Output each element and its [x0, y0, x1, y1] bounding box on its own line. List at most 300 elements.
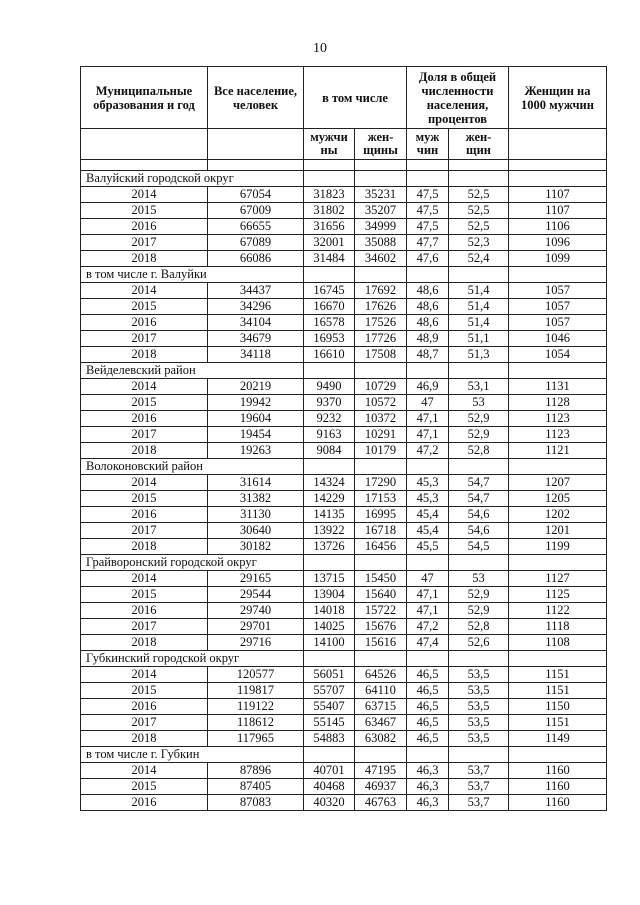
subheader-men: мужчи ны: [304, 129, 355, 160]
table-row: [81, 603, 607, 619]
table-row: [81, 731, 607, 747]
page-number: 10: [313, 41, 327, 56]
group-empty-cell: [355, 267, 407, 283]
group-title: Грайворонский городской округ: [81, 555, 304, 571]
table-row: [81, 443, 607, 459]
cell-year: 2018: [81, 635, 208, 651]
cell-women: 64526: [355, 667, 407, 683]
cell-men: 14100: [304, 635, 355, 651]
cell-year: 2014: [81, 571, 208, 587]
cell-total: 119122: [208, 699, 304, 715]
cell-total: 34296: [208, 299, 304, 315]
group-empty-cell: [509, 651, 607, 667]
cell-share-men: 47,7: [407, 235, 449, 251]
cell-women-per-1000: 1123: [509, 427, 607, 443]
cell-share-men: 47: [407, 571, 449, 587]
cell-share-men: 46,5: [407, 699, 449, 715]
cell-women: 10179: [355, 443, 407, 459]
cell-women: 17726: [355, 331, 407, 347]
cell-share-women: 52,8: [449, 443, 509, 459]
cell-year: 2015: [81, 203, 208, 219]
group-empty-cell: [407, 363, 449, 379]
group-empty-cell: [355, 363, 407, 379]
table-row: [81, 203, 607, 219]
group-empty-cell: [304, 267, 355, 283]
cell-share-men: 45,4: [407, 507, 449, 523]
table-row: [81, 507, 607, 523]
table-row: [81, 619, 607, 635]
spacer-cell: [355, 160, 407, 171]
group-empty-cell: [407, 555, 449, 571]
cell-women-per-1000: 1151: [509, 667, 607, 683]
table-row: [81, 251, 607, 267]
cell-women: 63715: [355, 699, 407, 715]
cell-women: 10291: [355, 427, 407, 443]
cell-women: 63082: [355, 731, 407, 747]
cell-men: 16953: [304, 331, 355, 347]
cell-women: 15640: [355, 587, 407, 603]
cell-share-women: 52,5: [449, 187, 509, 203]
cell-share-women: 51,4: [449, 315, 509, 331]
cell-share-women: 52,9: [449, 587, 509, 603]
cell-women-per-1000: 1108: [509, 635, 607, 651]
cell-year: 2015: [81, 299, 208, 315]
cell-women-per-1000: 1160: [509, 763, 607, 779]
cell-women-per-1000: 1128: [509, 395, 607, 411]
cell-total: 67054: [208, 187, 304, 203]
group-empty-cell: [449, 267, 509, 283]
group-empty-cell: [304, 555, 355, 571]
cell-men: 40320: [304, 795, 355, 811]
cell-total: 29165: [208, 571, 304, 587]
header-row: [81, 67, 607, 129]
cell-year: 2014: [81, 379, 208, 395]
cell-men: 14229: [304, 491, 355, 507]
cell-women: 34602: [355, 251, 407, 267]
table-row: [81, 587, 607, 603]
cell-men: 16745: [304, 283, 355, 299]
header-including: в том числе: [304, 67, 407, 129]
table-row: [81, 475, 607, 491]
group-row: [81, 747, 607, 763]
cell-total: 34679: [208, 331, 304, 347]
cell-women-per-1000: 1202: [509, 507, 607, 523]
cell-men: 9084: [304, 443, 355, 459]
subheader-share-men: муж чин: [407, 129, 449, 160]
group-empty-cell: [449, 651, 509, 667]
cell-share-men: 48,9: [407, 331, 449, 347]
header-women-per-1000: Женщин на 1000 мужчин: [509, 67, 607, 129]
table-row: [81, 299, 607, 315]
cell-women: 15450: [355, 571, 407, 587]
cell-women: 63467: [355, 715, 407, 731]
cell-total: 117965: [208, 731, 304, 747]
cell-women-per-1000: 1151: [509, 715, 607, 731]
group-empty-cell: [355, 651, 407, 667]
cell-women: 16456: [355, 539, 407, 555]
cell-men: 14018: [304, 603, 355, 619]
table-row: [81, 219, 607, 235]
cell-share-men: 48,6: [407, 315, 449, 331]
cell-women: 35088: [355, 235, 407, 251]
cell-share-women: 51,4: [449, 299, 509, 315]
cell-share-men: 47,5: [407, 219, 449, 235]
table-row: [81, 411, 607, 427]
subheader-empty: [81, 129, 208, 160]
table-row: [81, 635, 607, 651]
cell-year: 2018: [81, 443, 208, 459]
cell-women: 17508: [355, 347, 407, 363]
cell-men: 13715: [304, 571, 355, 587]
cell-year: 2016: [81, 795, 208, 811]
cell-year: 2015: [81, 395, 208, 411]
cell-men: 14135: [304, 507, 355, 523]
cell-year: 2018: [81, 251, 208, 267]
cell-women: 34999: [355, 219, 407, 235]
cell-share-women: 52,9: [449, 603, 509, 619]
group-empty-cell: [509, 363, 607, 379]
cell-women: 10729: [355, 379, 407, 395]
cell-women-per-1000: 1205: [509, 491, 607, 507]
cell-men: 55407: [304, 699, 355, 715]
group-empty-cell: [509, 555, 607, 571]
group-empty-cell: [304, 747, 355, 763]
cell-year: 2016: [81, 219, 208, 235]
cell-share-women: 52,9: [449, 427, 509, 443]
table-row: [81, 667, 607, 683]
cell-total: 119817: [208, 683, 304, 699]
cell-share-women: 53,7: [449, 779, 509, 795]
cell-men: 54883: [304, 731, 355, 747]
table-row: [81, 763, 607, 779]
cell-share-women: 53,5: [449, 683, 509, 699]
cell-year: 2015: [81, 491, 208, 507]
group-empty-cell: [407, 651, 449, 667]
group-empty-cell: [407, 267, 449, 283]
cell-men: 16578: [304, 315, 355, 331]
group-empty-cell: [449, 171, 509, 187]
cell-women-per-1000: 1201: [509, 523, 607, 539]
cell-year: 2018: [81, 539, 208, 555]
cell-share-men: 45,5: [407, 539, 449, 555]
spacer-cell: [208, 160, 304, 171]
group-empty-cell: [509, 459, 607, 475]
group-title: Валуйский городской округ: [81, 171, 304, 187]
table-row: [81, 347, 607, 363]
cell-share-men: 46,3: [407, 779, 449, 795]
cell-women-per-1000: 1057: [509, 299, 607, 315]
group-row: [81, 459, 607, 475]
group-row: [81, 267, 607, 283]
cell-women: 46763: [355, 795, 407, 811]
cell-share-men: 46,5: [407, 683, 449, 699]
table-row: [81, 795, 607, 811]
cell-share-men: 47,5: [407, 203, 449, 219]
group-empty-cell: [509, 747, 607, 763]
cell-share-men: 47,1: [407, 427, 449, 443]
cell-men: 16670: [304, 299, 355, 315]
cell-share-women: 53,1: [449, 379, 509, 395]
cell-men: 14324: [304, 475, 355, 491]
cell-total: 66086: [208, 251, 304, 267]
group-row: [81, 171, 607, 187]
cell-women: 16995: [355, 507, 407, 523]
subheader-empty: [509, 129, 607, 160]
cell-women-per-1000: 1125: [509, 587, 607, 603]
cell-share-men: 48,6: [407, 299, 449, 315]
cell-total: 29740: [208, 603, 304, 619]
cell-total: 31382: [208, 491, 304, 507]
cell-total: 30640: [208, 523, 304, 539]
group-empty-cell: [355, 171, 407, 187]
cell-total: 87896: [208, 763, 304, 779]
table-row: [81, 491, 607, 507]
cell-share-women: 52,4: [449, 251, 509, 267]
cell-men: 40468: [304, 779, 355, 795]
cell-share-women: 52,3: [449, 235, 509, 251]
cell-share-women: 52,8: [449, 619, 509, 635]
group-empty-cell: [355, 747, 407, 763]
cell-women: 47195: [355, 763, 407, 779]
cell-women-per-1000: 1054: [509, 347, 607, 363]
cell-total: 29701: [208, 619, 304, 635]
cell-total: 118612: [208, 715, 304, 731]
cell-women-per-1000: 1107: [509, 203, 607, 219]
group-empty-cell: [449, 747, 509, 763]
cell-men: 32001: [304, 235, 355, 251]
cell-total: 34118: [208, 347, 304, 363]
table-row: [81, 683, 607, 699]
cell-women-per-1000: 1057: [509, 283, 607, 299]
header-share: Доля в общей численности населения, процентов: [407, 67, 509, 129]
subheader-empty: [208, 129, 304, 160]
group-empty-cell: [407, 747, 449, 763]
cell-total: 19263: [208, 443, 304, 459]
group-row: [81, 555, 607, 571]
cell-share-men: 47: [407, 395, 449, 411]
cell-women-per-1000: 1149: [509, 731, 607, 747]
cell-women: 15616: [355, 635, 407, 651]
cell-total: 30182: [208, 539, 304, 555]
cell-total: 34104: [208, 315, 304, 331]
cell-women: 17153: [355, 491, 407, 507]
cell-women: 17526: [355, 315, 407, 331]
group-empty-cell: [407, 171, 449, 187]
cell-share-men: 47,5: [407, 187, 449, 203]
cell-share-men: 47,1: [407, 411, 449, 427]
cell-year: 2016: [81, 699, 208, 715]
table-body: [81, 67, 607, 811]
group-title: Вейделевский район: [81, 363, 304, 379]
cell-women: 35207: [355, 203, 407, 219]
table-row: [81, 715, 607, 731]
group-empty-cell: [355, 459, 407, 475]
cell-share-men: 46,5: [407, 667, 449, 683]
cell-women-per-1000: 1099: [509, 251, 607, 267]
cell-share-women: 51,1: [449, 331, 509, 347]
cell-share-women: 51,4: [449, 283, 509, 299]
cell-women: 64110: [355, 683, 407, 699]
cell-year: 2016: [81, 507, 208, 523]
cell-year: 2017: [81, 619, 208, 635]
spacer-row: [81, 160, 607, 171]
cell-share-women: 54,7: [449, 475, 509, 491]
cell-share-men: 47,1: [407, 587, 449, 603]
cell-total: 87083: [208, 795, 304, 811]
cell-total: 87405: [208, 779, 304, 795]
cell-year: 2014: [81, 283, 208, 299]
subheader-share-women: жен- щин: [449, 129, 509, 160]
cell-total: 67089: [208, 235, 304, 251]
cell-share-men: 46,5: [407, 715, 449, 731]
table-row: [81, 523, 607, 539]
cell-women-per-1000: 1160: [509, 779, 607, 795]
cell-year: 2014: [81, 475, 208, 491]
cell-women-per-1000: 1207: [509, 475, 607, 491]
cell-year: 2014: [81, 763, 208, 779]
cell-share-men: 47,6: [407, 251, 449, 267]
cell-women-per-1000: 1121: [509, 443, 607, 459]
group-empty-cell: [304, 651, 355, 667]
table-row: [81, 571, 607, 587]
header-municipality: Муниципальные образования и год: [81, 67, 208, 129]
cell-women: 16718: [355, 523, 407, 539]
group-empty-cell: [449, 555, 509, 571]
cell-women-per-1000: 1057: [509, 315, 607, 331]
spacer-cell: [81, 160, 208, 171]
cell-share-women: 54,5: [449, 539, 509, 555]
cell-women-per-1000: 1160: [509, 795, 607, 811]
cell-total: 34437: [208, 283, 304, 299]
table-row: [81, 427, 607, 443]
table-row: [81, 539, 607, 555]
cell-share-men: 47,2: [407, 619, 449, 635]
cell-women: 17692: [355, 283, 407, 299]
cell-total: 19604: [208, 411, 304, 427]
cell-women-per-1000: 1199: [509, 539, 607, 555]
spacer-cell: [304, 160, 355, 171]
cell-men: 56051: [304, 667, 355, 683]
cell-share-women: 52,5: [449, 203, 509, 219]
cell-men: 55707: [304, 683, 355, 699]
cell-share-women: 53,7: [449, 795, 509, 811]
table-row: [81, 187, 607, 203]
cell-men: 31484: [304, 251, 355, 267]
cell-share-women: 54,6: [449, 507, 509, 523]
cell-share-men: 46,9: [407, 379, 449, 395]
cell-men: 9490: [304, 379, 355, 395]
cell-year: 2017: [81, 715, 208, 731]
cell-year: 2017: [81, 235, 208, 251]
subheader-row: [81, 129, 607, 160]
cell-total: 66655: [208, 219, 304, 235]
cell-year: 2016: [81, 411, 208, 427]
cell-share-women: 53,5: [449, 715, 509, 731]
group-empty-cell: [449, 459, 509, 475]
group-empty-cell: [304, 363, 355, 379]
table-row: [81, 235, 607, 251]
cell-men: 13904: [304, 587, 355, 603]
cell-women-per-1000: 1106: [509, 219, 607, 235]
cell-share-men: 45,3: [407, 475, 449, 491]
cell-women-per-1000: 1127: [509, 571, 607, 587]
cell-share-women: 53,5: [449, 667, 509, 683]
cell-year: 2016: [81, 603, 208, 619]
group-row: [81, 651, 607, 667]
group-empty-cell: [509, 267, 607, 283]
cell-share-women: 54,6: [449, 523, 509, 539]
cell-men: 9370: [304, 395, 355, 411]
cell-share-women: 52,9: [449, 411, 509, 427]
cell-men: 31656: [304, 219, 355, 235]
cell-year: 2016: [81, 315, 208, 331]
cell-women: 15722: [355, 603, 407, 619]
cell-share-women: 52,5: [449, 219, 509, 235]
subheader-women: жен- щины: [355, 129, 407, 160]
header-total: Все население, человек: [208, 67, 304, 129]
group-title: Волоконовский район: [81, 459, 304, 475]
cell-year: 2018: [81, 347, 208, 363]
cell-total: 19454: [208, 427, 304, 443]
cell-women-per-1000: 1096: [509, 235, 607, 251]
cell-men: 16610: [304, 347, 355, 363]
cell-share-men: 48,7: [407, 347, 449, 363]
cell-year: 2017: [81, 427, 208, 443]
cell-men: 14025: [304, 619, 355, 635]
cell-men: 9163: [304, 427, 355, 443]
cell-men: 40701: [304, 763, 355, 779]
group-row: [81, 363, 607, 379]
cell-share-men: 47,1: [407, 603, 449, 619]
cell-share-men: 47,2: [407, 443, 449, 459]
group-title: Губкинский городской округ: [81, 651, 304, 667]
cell-share-men: 45,3: [407, 491, 449, 507]
group-empty-cell: [304, 171, 355, 187]
cell-share-women: 53,7: [449, 763, 509, 779]
cell-year: 2015: [81, 683, 208, 699]
cell-share-men: 48,6: [407, 283, 449, 299]
cell-women-per-1000: 1118: [509, 619, 607, 635]
cell-total: 31614: [208, 475, 304, 491]
group-empty-cell: [407, 459, 449, 475]
group-empty-cell: [449, 363, 509, 379]
cell-total: 31130: [208, 507, 304, 523]
cell-share-women: 51,3: [449, 347, 509, 363]
cell-women-per-1000: 1131: [509, 379, 607, 395]
cell-men: 31823: [304, 187, 355, 203]
cell-year: 2014: [81, 187, 208, 203]
cell-share-women: 54,7: [449, 491, 509, 507]
group-title: в том числе г. Валуйки: [81, 267, 304, 283]
cell-year: 2015: [81, 779, 208, 795]
cell-total: 20219: [208, 379, 304, 395]
cell-share-men: 47,4: [407, 635, 449, 651]
cell-year: 2014: [81, 667, 208, 683]
group-empty-cell: [509, 171, 607, 187]
cell-men: 13726: [304, 539, 355, 555]
cell-men: 31802: [304, 203, 355, 219]
cell-women: 10572: [355, 395, 407, 411]
cell-total: 29716: [208, 635, 304, 651]
cell-men: 9232: [304, 411, 355, 427]
cell-men: 13922: [304, 523, 355, 539]
cell-total: 19942: [208, 395, 304, 411]
spacer-cell: [449, 160, 509, 171]
table-row: [81, 283, 607, 299]
cell-year: 2017: [81, 331, 208, 347]
cell-year: 2015: [81, 587, 208, 603]
group-title: в том числе г. Губкин: [81, 747, 304, 763]
